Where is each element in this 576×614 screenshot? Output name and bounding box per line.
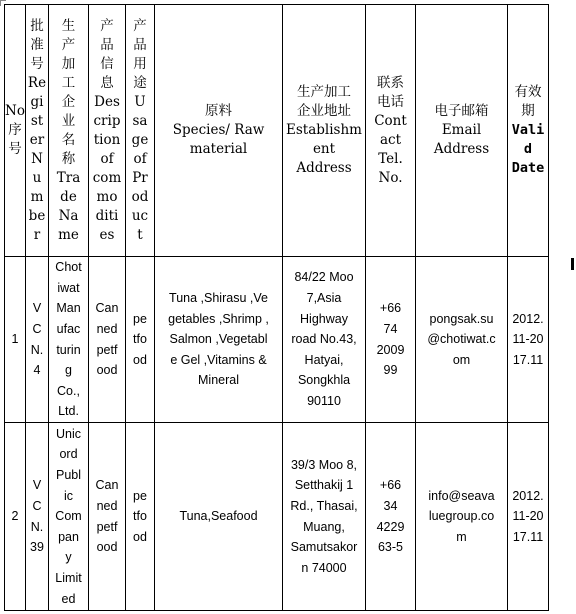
cell-text-line: Rd., Thasai,	[290, 498, 358, 513]
cell-text-line: ood	[96, 363, 118, 378]
cell-description	[89, 423, 126, 611]
header-raw-material-text	[155, 102, 282, 159]
cell-text-line: 产	[61, 36, 76, 53]
cell-text-line: 2	[11, 509, 19, 524]
cell-description	[89, 257, 126, 423]
cell-text-line: C	[32, 498, 42, 513]
cell-text-line: info@seava	[428, 488, 495, 503]
cell-text-line: ood	[96, 540, 118, 555]
header-email	[416, 5, 508, 257]
cell-text-line: petf	[96, 519, 118, 534]
cell-no	[5, 257, 26, 423]
cell-text-line: 生	[61, 17, 76, 34]
cell-text-line: Pr	[132, 169, 148, 186]
cell-text-line: com	[92, 169, 122, 186]
cell-address-text	[283, 455, 365, 579]
cell-text-line: de	[60, 188, 77, 205]
cell-text-line: Re	[27, 74, 47, 91]
cell-text-line: 2012.	[512, 488, 544, 503]
cell-text-line: e Gel ,Vitamins &	[170, 352, 267, 367]
cell-raw-material-text	[155, 506, 282, 527]
cell-text-line: 号	[8, 141, 22, 157]
cell-text-line: Samutsakor	[290, 540, 358, 555]
cell-text-line: Publ	[55, 468, 82, 483]
header-register-number	[26, 5, 49, 257]
cell-text-line: u	[32, 169, 42, 186]
approval-table	[4, 4, 549, 611]
cell-text-line: Vali	[511, 122, 545, 138]
cell-text-line: be	[28, 207, 46, 224]
cell-text-line: 工	[61, 74, 76, 91]
cell-text-line: 准	[30, 36, 44, 53]
cell-text-line: 90110	[307, 393, 341, 408]
cell-text-line: 企业地址	[297, 103, 351, 119]
cell-text-line: ge	[131, 131, 149, 148]
cell-text-line: No	[5, 103, 25, 119]
cell-text-line: t	[137, 226, 143, 243]
cell-text-line: Hatyai,	[304, 352, 344, 367]
table-row	[5, 423, 549, 611]
cell-text-line: Mineral	[198, 373, 239, 388]
cell-valid-date-text	[508, 486, 548, 548]
table-row	[5, 257, 549, 423]
cell-text-line: 原料	[205, 103, 232, 119]
cell-text-line: pe	[133, 488, 147, 503]
cell-text-line: 称	[61, 150, 76, 167]
cell-text-line: 业	[61, 112, 76, 129]
cell-address	[283, 257, 366, 423]
cell-address	[283, 423, 366, 611]
cell-description-text	[89, 298, 125, 380]
cell-text-line: 用	[133, 55, 147, 72]
cell-text-line: uc	[131, 207, 149, 224]
cell-text-line: gi	[30, 93, 44, 110]
cell-usage-text	[126, 486, 154, 548]
header-email-text	[416, 102, 507, 159]
cell-text-line: Setthakij 1	[294, 478, 354, 493]
cell-text-line: getables ,Shrimp ,	[168, 311, 269, 326]
cell-text-line: 联系	[377, 74, 404, 91]
header-raw-material	[155, 5, 283, 257]
cell-text-line: ned	[96, 498, 118, 513]
cell-text-line: 39/3 Moo 8,	[290, 457, 357, 472]
cell-text-line: Com	[55, 509, 82, 524]
cell-text-line: petf	[96, 342, 118, 357]
cell-text-line: pan	[58, 529, 79, 544]
cell-text-line: Unic	[55, 426, 81, 441]
header-no	[5, 5, 26, 257]
cell-text-line: ord	[59, 447, 78, 462]
cell-text-line: d	[523, 141, 533, 157]
cell-text-line: 企	[61, 93, 76, 110]
cell-text-line: pongsak.su	[429, 311, 494, 326]
cell-text-line: 途	[133, 74, 147, 91]
cell-text-line: 名	[61, 131, 76, 148]
header-no-text	[5, 102, 25, 159]
cell-text-line: od	[133, 529, 147, 544]
cell-text-line: Highway	[300, 311, 348, 326]
cell-text-line: 产	[133, 17, 147, 34]
cell-text-line: 信	[100, 55, 114, 72]
cell-contact-tel	[366, 257, 416, 423]
cell-register-number-text	[26, 298, 48, 380]
cell-text-line: turin	[56, 342, 81, 357]
cell-text-line: N.	[30, 519, 44, 534]
cell-text-line: 11-20	[512, 509, 544, 524]
cell-text-line: Address	[296, 160, 352, 176]
cell-text-line: 产	[100, 17, 114, 34]
cell-text-line: @chotiwat.c	[427, 332, 496, 347]
header-description-text	[89, 17, 125, 245]
cell-text-line: tfo	[133, 332, 147, 347]
cell-text-line: Cont	[374, 112, 407, 129]
cell-register-number-text	[26, 475, 48, 557]
cell-text-line: 1	[11, 332, 19, 347]
cell-text-line: of	[133, 150, 147, 167]
cell-text-line: od	[133, 352, 147, 367]
header-trade-name	[49, 5, 89, 257]
cell-text-line: 品	[133, 36, 147, 53]
cell-text-line: r	[33, 226, 41, 243]
cell-email-text	[416, 486, 507, 548]
cell-text-line: Ltd.	[58, 404, 79, 419]
cell-text-line: Address	[433, 141, 490, 157]
cell-text-line: n 74000	[301, 560, 347, 575]
cell-text-line: tfo	[133, 509, 147, 524]
cell-text-line: 有效	[514, 84, 542, 100]
cell-text-line: ufac	[56, 321, 81, 336]
cell-text-line: m	[456, 529, 467, 544]
header-contact-tel	[366, 5, 416, 257]
cell-text-line: V	[32, 478, 42, 493]
cell-text-line: ent	[312, 141, 336, 157]
cell-text-line: tion	[93, 131, 121, 148]
cell-text-line: Man	[56, 301, 81, 316]
cell-text-line: me	[58, 226, 79, 243]
cell-description-text	[89, 475, 125, 557]
cell-text-line: Tuna,Seafood	[179, 509, 258, 524]
cell-text-line: V	[32, 301, 42, 316]
cell-text-line: C	[32, 321, 42, 336]
cell-text-line: Can	[95, 301, 119, 316]
header-usage-text	[126, 17, 154, 245]
cell-text-line: iwat	[57, 280, 80, 295]
cell-text-line: ic	[63, 488, 74, 503]
cell-register-number	[26, 423, 49, 611]
cell-text-line: 号	[30, 55, 44, 72]
cell-register-number	[26, 257, 49, 423]
cell-trade-name	[49, 423, 89, 611]
cell-trade-name	[49, 257, 89, 423]
cell-contact-tel-text	[366, 475, 415, 557]
cell-text-line: 电子邮箱	[434, 103, 489, 119]
cell-text-line: 11-20	[512, 332, 544, 347]
cell-text-line: ed	[61, 591, 76, 606]
cell-text-line: +66	[379, 301, 402, 316]
cell-text-line: 63-5	[377, 540, 404, 555]
header-contact-tel-text	[366, 74, 415, 188]
header-address-text	[283, 83, 365, 178]
cell-text-line: crip	[93, 112, 121, 129]
cell-text-line: sa	[132, 112, 148, 129]
cell-text-line: Email	[441, 122, 482, 138]
cell-text-line: g	[65, 363, 72, 378]
cell-text-line: 84/22 Moo	[294, 270, 354, 285]
cell-text-line: 99	[383, 363, 398, 378]
cell-text-line: 17.11	[512, 529, 544, 544]
cell-text-line: Species/ Raw	[172, 122, 265, 138]
cell-text-line: Establishm	[286, 122, 362, 138]
header-row	[5, 5, 549, 257]
cell-text-line: 74	[383, 321, 398, 336]
cell-text-line: act	[379, 131, 402, 148]
cell-text-line: diti	[95, 207, 119, 224]
cell-email	[416, 423, 508, 611]
header-description	[89, 5, 126, 257]
cell-text-line: 品	[100, 36, 114, 53]
header-valid-date-text	[508, 83, 548, 178]
cell-no-text	[5, 506, 25, 527]
cell-text-line: ned	[96, 321, 118, 336]
cell-text-line: es	[99, 226, 115, 243]
cell-text-line: st	[30, 112, 44, 129]
cell-text-line: Tra	[56, 169, 81, 186]
header-register-number-text	[26, 17, 48, 245]
header-address	[283, 5, 366, 257]
cell-text-line: Co.,	[57, 383, 80, 398]
cell-text-line: Can	[95, 478, 119, 493]
cell-usage-text	[126, 309, 154, 371]
cell-usage	[126, 257, 155, 423]
cell-email	[416, 257, 508, 423]
cell-no-text	[5, 329, 25, 350]
cell-text-line: Des	[94, 93, 120, 110]
cell-text-line: 4229	[376, 519, 405, 534]
cell-text-line: Na	[58, 207, 79, 224]
header-usage	[126, 5, 155, 257]
cell-text-line: Date	[511, 160, 545, 176]
cell-raw-material	[155, 423, 283, 611]
cell-text-line: road No.43,	[291, 332, 357, 347]
cell-text-line: luegroup.co	[428, 509, 495, 524]
cell-text-line: Chot	[55, 260, 82, 275]
cell-text-line: Tuna ,Shirasu ,Ve	[169, 291, 268, 306]
cell-email-text	[416, 309, 507, 371]
cell-text-line: 批	[30, 17, 44, 34]
cell-usage	[126, 423, 155, 611]
cell-text-line: material	[189, 141, 248, 157]
cell-text-line: Limit	[55, 570, 82, 585]
cell-contact-tel-text	[366, 298, 415, 380]
cell-valid-date-text	[508, 309, 548, 371]
cell-raw-material	[155, 257, 283, 423]
cell-text-line: N.	[30, 342, 44, 357]
header-valid-date	[508, 5, 549, 257]
cell-trade-name-text	[49, 257, 88, 422]
cell-valid-date	[508, 423, 549, 611]
cell-trade-name-text	[49, 424, 88, 609]
cell-valid-date	[508, 257, 549, 423]
cell-text-line: 34	[383, 498, 398, 513]
header-trade-name-text	[49, 17, 88, 245]
cell-text-line: of	[100, 150, 114, 167]
cell-text-line: om	[452, 352, 471, 367]
cell-text-line: pe	[133, 311, 147, 326]
cell-text-line: y	[65, 550, 72, 565]
cell-text-line: 2009	[376, 342, 405, 357]
cell-text-line: m	[30, 188, 44, 205]
cell-text-line: er	[29, 131, 45, 148]
cell-text-line: 2012.	[512, 311, 544, 326]
cell-text-line: Songkhla	[297, 373, 351, 388]
table-edge-mark	[571, 258, 574, 270]
cell-text-line: Tel.	[378, 150, 403, 167]
cell-raw-material-text	[155, 288, 282, 391]
cell-text-line: U	[134, 93, 146, 110]
cell-text-line: 息	[100, 74, 114, 91]
cell-text-line: mo	[96, 188, 118, 205]
cell-text-line: 生产加工	[297, 84, 351, 100]
cell-text-line: +66	[379, 478, 402, 493]
cell-text-line: 电话	[377, 93, 404, 110]
cell-contact-tel	[366, 423, 416, 611]
cell-text-line: Salmon ,Vegetabl	[169, 332, 268, 347]
cell-text-line: Muang,	[303, 519, 345, 534]
cell-text-line: 7,Asia	[306, 291, 342, 306]
cell-text-line: 4	[33, 363, 41, 378]
cell-no	[5, 423, 26, 611]
cell-text-line: 39	[30, 540, 44, 555]
cell-text-line: od	[131, 188, 149, 205]
cell-text-line: 序	[8, 122, 22, 138]
cell-text-line: 加	[61, 55, 76, 72]
cell-text-line: No.	[378, 169, 403, 186]
cell-address-text	[283, 267, 365, 411]
cell-text-line: N	[31, 150, 43, 167]
cell-text-line: 17.11	[512, 352, 544, 367]
cell-text-line: 期	[521, 103, 535, 119]
